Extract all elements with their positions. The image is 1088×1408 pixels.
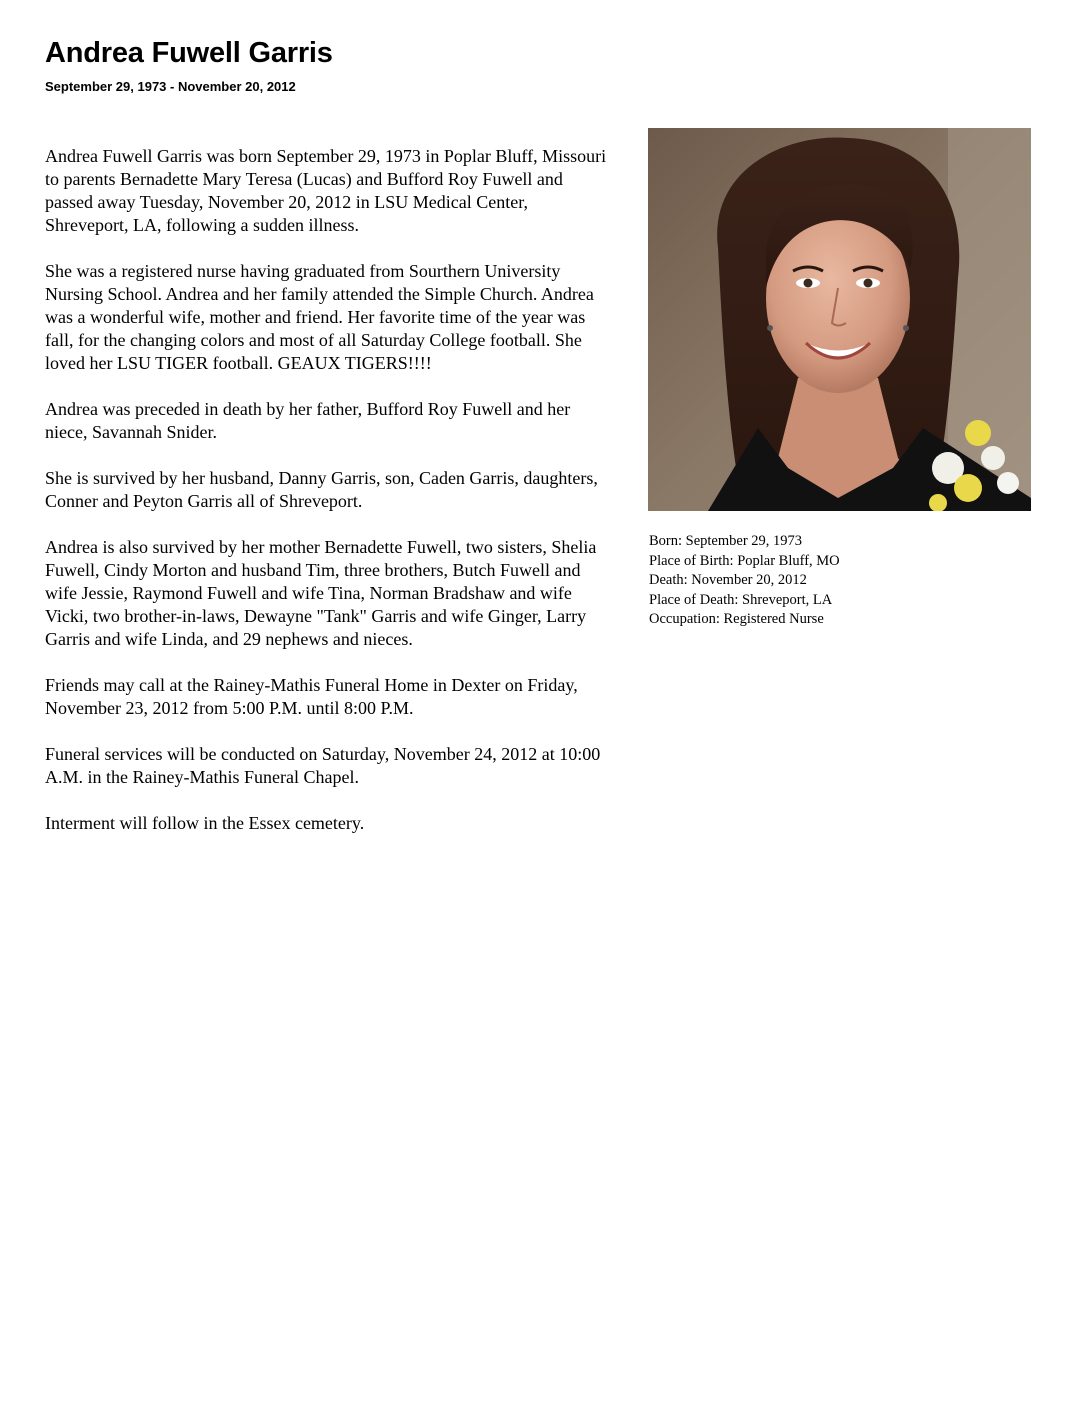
portrait-photo (648, 128, 1031, 511)
bio-paragraph: Funeral services will be conducted on Saturday, November 24, 2012 at 10:00 A.M. in the Rainey-Mathis Funeral Chapel. (45, 744, 601, 787)
fact-born: Born: September 29, 1973 (649, 533, 803, 549)
fact-death: Death: November 20, 2012 (649, 572, 807, 588)
bio-paragraph: She was a registered nurse having graduated from Sourthern University Nursing School. Andrea and her family attended the Simple Church. Andrea was a wonderful wife, mother and friend. Her favorite time of the year was fall, for the changing colors and most of all Saturday College football. She loved her LSU TIGER football. GEAUX TIGERS!!!! (45, 261, 594, 373)
fact-place-of-birth: Place of Birth: Poplar Bluff, MO (649, 552, 840, 569)
fact-place-of-death: Place of Death: Shreveport, LA (649, 591, 833, 608)
vital-facts (649, 532, 840, 630)
bio-paragraph: Andrea is also survived by her mother Bernadette Fuwell, two sisters, Shelia Fuwell, Cindy Morton and husband Tim, three brothers, Butch Fuwell and wife Jessie, Raymond Fuwell and wife Tina, Norman Bradshaw and wife Vicki, two brother-in-laws, Dewayne "Tank" Garris and wife Ginger, Larry Garris and wife Linda, and 29 nephews and nieces. (45, 537, 597, 649)
bio-paragraph: Andrea Fuwell Garris was born September 29, 1973 in Poplar Bluff, Missouri to parents Bernadette Mary Teresa (Lucas) and Bufford Roy Fuwell and passed away Tuesday, November 20, 2012 in LSU Medical Center, Shreveport, LA, following a sudden illness. (45, 146, 607, 235)
bio-paragraph: She is survived by her husband, Danny Garris, son, Caden Garris, daughters, Conner and Peyton Garris all of Shreveport. (45, 468, 598, 511)
bio-paragraph: Friends may call at the Rainey-Mathis Funeral Home in Dexter on Friday, November 23, 2012 from 5:00 P.M. until 8:00 P.M. (45, 675, 578, 718)
bio-paragraph: Interment will follow in the Essex cemetery. (45, 813, 365, 833)
bio-paragraph: Andrea was preceded in death by her father, Bufford Roy Fuwell and her niece, Savannah Snider. (45, 399, 571, 442)
fact-occupation: Occupation: Registered Nurse (649, 611, 824, 627)
page-title: Andrea Fuwell Garris (45, 37, 333, 69)
life-dates: September 29, 1973 - November 20, 2012 (45, 79, 296, 94)
obituary-body (45, 145, 615, 858)
